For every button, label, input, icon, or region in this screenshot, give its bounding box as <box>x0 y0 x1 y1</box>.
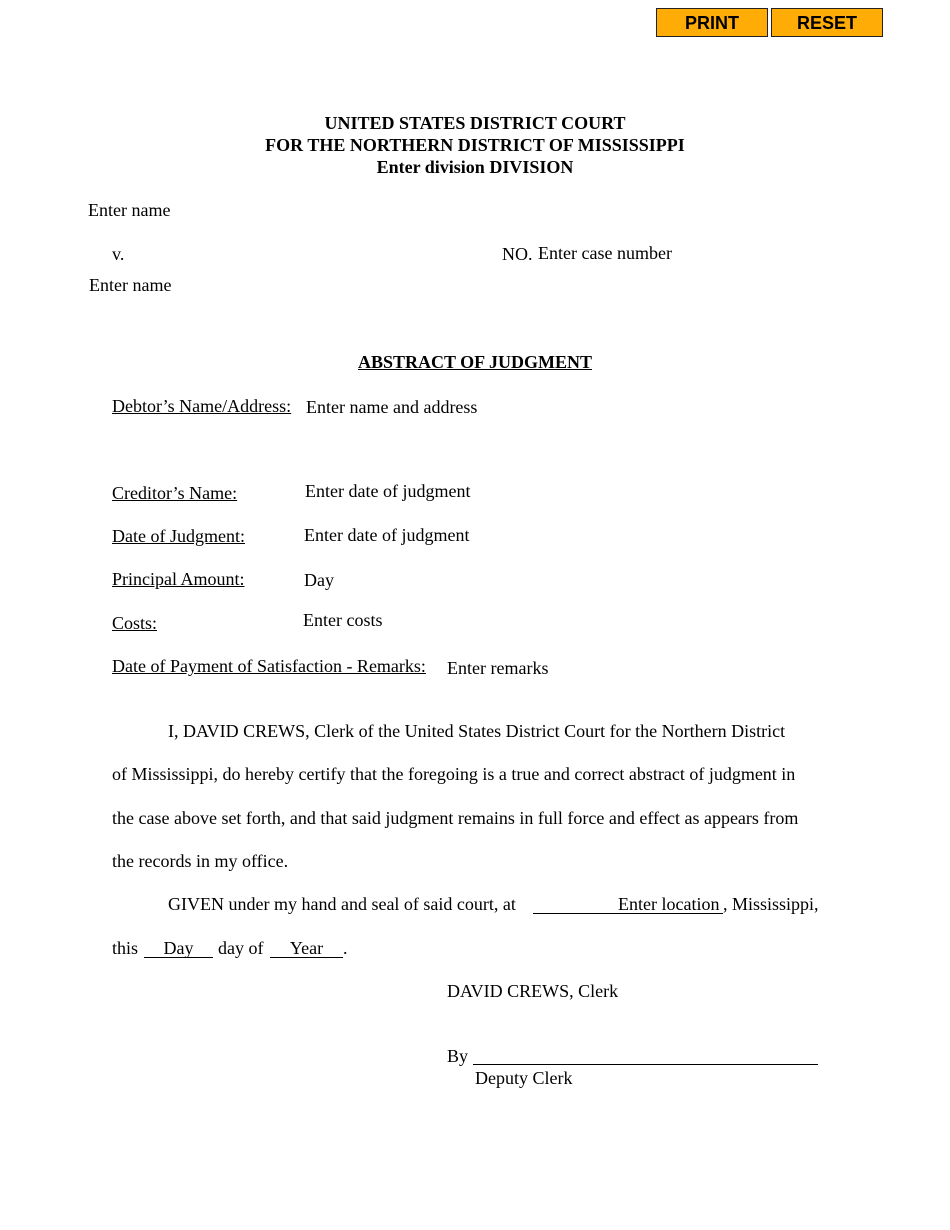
creditor-label: Creditor’s Name: <box>112 483 238 503</box>
certification-line-3: the case above set forth, and that said judgment remains in full force and effect as appears from <box>112 808 799 828</box>
remarks-label: Date of Payment of Satisfaction - Remarks: <box>112 656 426 676</box>
defendant-name-field[interactable]: Enter name <box>89 275 172 295</box>
costs-label: Costs: <box>112 613 158 633</box>
certification-line-4: the records in my office. <box>112 851 289 871</box>
this-label: this <box>112 938 139 958</box>
document-title: ABSTRACT OF JUDGMENT <box>357 352 593 372</box>
debtor-label: Debtor’s Name/Address: <box>112 396 292 416</box>
reset-button[interactable]: RESET <box>771 8 883 37</box>
division-suffix: DIVISION <box>489 157 574 177</box>
costs-field[interactable]: Enter costs <box>303 610 383 630</box>
print-button[interactable]: PRINT <box>656 8 768 37</box>
creditor-field[interactable]: Enter date of judgment <box>305 481 471 501</box>
division-field[interactable]: Enter division <box>376 157 485 177</box>
certification-line-1: I, DAVID CREWS, Clerk of the United States District Court for the Northern District <box>168 721 786 741</box>
deputy-clerk-label: Deputy Clerk <box>475 1068 573 1088</box>
court-division <box>0 157 950 178</box>
sentence-period: . <box>343 938 348 958</box>
clerk-name: DAVID CREWS, Clerk <box>447 981 619 1001</box>
plaintiff-name-field[interactable]: Enter name <box>88 200 171 220</box>
principal-label: Principal Amount: <box>112 569 245 589</box>
day-of-label: day of <box>218 938 264 958</box>
court-district: FOR THE NORTHERN DISTRICT OF MISSISSIPPI <box>265 135 685 155</box>
principal-field[interactable]: Day <box>304 570 334 590</box>
versus-label: v. <box>112 244 125 264</box>
given-text: GIVEN under my hand and seal of said court, at <box>168 894 516 914</box>
by-label: By <box>447 1046 469 1066</box>
state-suffix: , Mississippi, <box>723 894 819 914</box>
signature-line <box>473 1064 818 1065</box>
day-field[interactable]: Day <box>163 938 194 958</box>
location-field[interactable]: Enter location <box>618 894 720 914</box>
remarks-field[interactable]: Enter remarks <box>447 658 549 678</box>
court-name: UNITED STATES DISTRICT COURT <box>324 113 626 133</box>
debtor-field[interactable]: Enter name and address <box>306 397 478 417</box>
certification-line-2: of Mississippi, do hereby certify that the foregoing is a true and correct abstract of judgment in <box>112 764 796 784</box>
case-number-label: NO. <box>502 244 533 264</box>
judgment-date-field[interactable]: Enter date of judgment <box>304 525 470 545</box>
judgment-date-label: Date of Judgment: <box>112 526 245 546</box>
case-number-field[interactable]: Enter case number <box>538 243 672 263</box>
year-field[interactable]: Year <box>289 938 324 958</box>
